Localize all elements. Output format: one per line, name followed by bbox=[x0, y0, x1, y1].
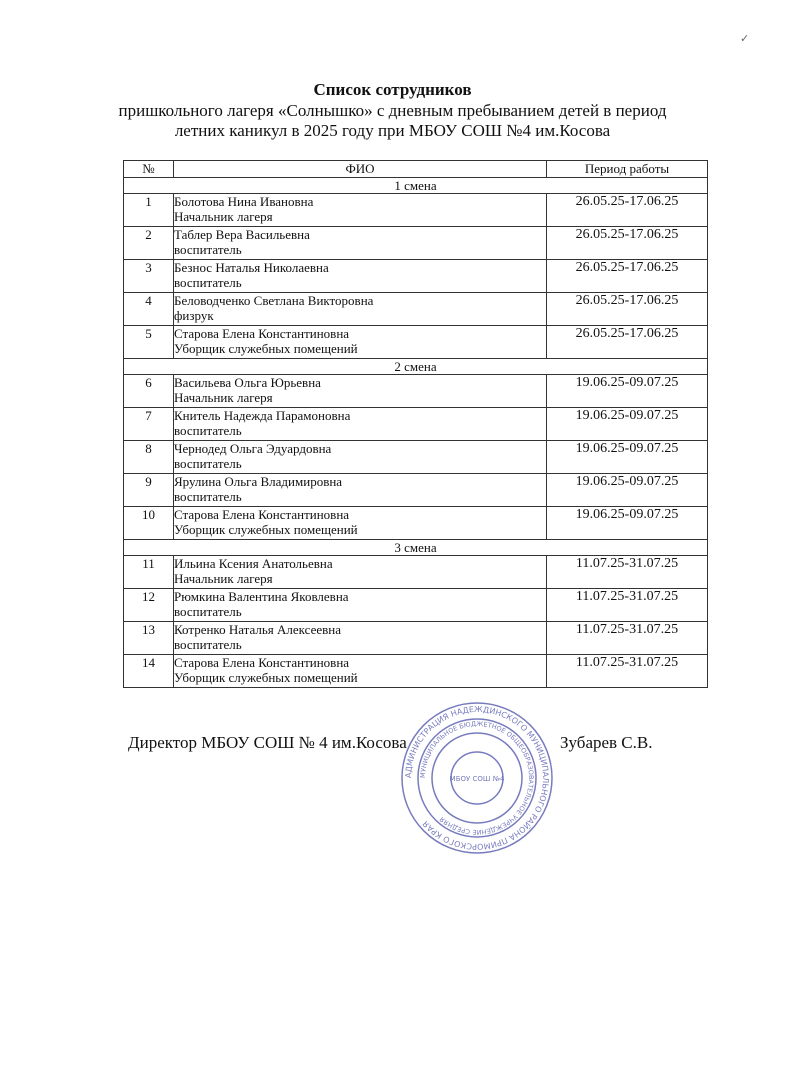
employee-role: Уборщик служебных помещений bbox=[174, 522, 358, 537]
employee-role: воспитатель bbox=[174, 489, 242, 504]
table-row bbox=[124, 326, 708, 359]
employee-cell bbox=[174, 474, 547, 507]
row-number: 11 bbox=[124, 556, 174, 589]
row-number: 7 bbox=[124, 408, 174, 441]
employee-cell bbox=[174, 441, 547, 474]
row-number: 8 bbox=[124, 441, 174, 474]
employee-name: Котренко Наталья Алексеевна bbox=[174, 622, 341, 637]
employee-name: Старова Елена Константиновна bbox=[174, 507, 350, 522]
svg-text:АДМИНИСТРАЦИЯ НАДЕЖДИНСКОГО МУ: АДМИНИСТРАЦИЯ НАДЕЖДИНСКОГО МУНИЦИПАЛЬНОГО РАЙОНА ПРИМОРСКОГО КРАЯ bbox=[403, 704, 551, 852]
work-period: 11.07.25-31.07.25 bbox=[547, 622, 708, 655]
employee-role: воспитатель bbox=[174, 275, 242, 290]
shift-row bbox=[124, 540, 708, 556]
employee-role: воспитатель bbox=[174, 423, 242, 438]
employee-cell bbox=[174, 589, 547, 622]
employee-role: Начальник лагеря bbox=[174, 209, 273, 224]
work-period: 19.06.25-09.07.25 bbox=[547, 507, 708, 540]
work-period: 19.06.25-09.07.25 bbox=[547, 408, 708, 441]
employee-role: Уборщик служебных помещений bbox=[174, 341, 358, 356]
work-period: 19.06.25-09.07.25 bbox=[547, 474, 708, 507]
table-row bbox=[124, 556, 708, 589]
employee-name: Чернодед Ольга Эдуардовна bbox=[174, 441, 332, 456]
document-subtitle-line-1: пришкольного лагеря «Солнышко» с дневным пребыванием детей в период bbox=[118, 101, 667, 120]
work-period: 26.05.25-17.06.25 bbox=[547, 194, 708, 227]
employee-name: Таблер Вера Васильевна bbox=[174, 227, 310, 242]
row-number: 9 bbox=[124, 474, 174, 507]
employee-role: Начальник лагеря bbox=[174, 390, 273, 405]
row-number: 3 bbox=[124, 260, 174, 293]
document-title: Список сотрудников bbox=[313, 80, 472, 99]
column-header-period: Период работы bbox=[547, 161, 708, 178]
row-number: 5 bbox=[124, 326, 174, 359]
work-period: 19.06.25-09.07.25 bbox=[547, 375, 708, 408]
employee-cell bbox=[174, 622, 547, 655]
employee-cell bbox=[174, 655, 547, 688]
director-name: Зубарев С.В. bbox=[560, 733, 653, 752]
row-number: 12 bbox=[124, 589, 174, 622]
table-row bbox=[124, 194, 708, 227]
employee-name: Ярулина Ольга Владимировна bbox=[174, 474, 343, 489]
employee-cell bbox=[174, 260, 547, 293]
row-number: 10 bbox=[124, 507, 174, 540]
work-period: 26.05.25-17.06.25 bbox=[547, 293, 708, 326]
staff-table bbox=[123, 160, 708, 688]
svg-text:МУНИЦИПАЛЬНОЕ БЮДЖЕТНОЕ ОБЩЕОБ: МУНИЦИПАЛЬНОЕ БЮДЖЕТНОЕ ОБЩЕОБРАЗОВАТЕЛЬНОЕ УЧРЕЖДЕНИЕ СРЕДНЯЯ bbox=[418, 719, 536, 837]
table-header-row bbox=[124, 161, 708, 178]
work-period: 26.05.25-17.06.25 bbox=[547, 326, 708, 359]
row-number: 1 bbox=[124, 194, 174, 227]
document-header bbox=[0, 80, 785, 140]
employee-cell bbox=[174, 326, 547, 359]
employee-role: Начальник лагеря bbox=[174, 571, 273, 586]
row-number: 14 bbox=[124, 655, 174, 688]
employee-role: воспитатель bbox=[174, 456, 242, 471]
employee-name: Старова Елена Константиновна bbox=[174, 326, 350, 341]
row-number: 6 bbox=[124, 375, 174, 408]
work-period: 26.05.25-17.06.25 bbox=[547, 260, 708, 293]
document-subtitle-line-2: летних каникул в 2025 году при МБОУ СОШ №4 им.Косова bbox=[174, 121, 611, 140]
employee-cell bbox=[174, 227, 547, 260]
employee-role: воспитатель bbox=[174, 242, 242, 257]
work-period: 11.07.25-31.07.25 bbox=[547, 589, 708, 622]
scan-mark: ✓ bbox=[740, 33, 750, 45]
work-period: 26.05.25-17.06.25 bbox=[547, 227, 708, 260]
employee-name: Старова Елена Константиновна bbox=[174, 655, 350, 670]
table-row bbox=[124, 260, 708, 293]
row-number: 4 bbox=[124, 293, 174, 326]
employee-name: Ильина Ксения Анатольевна bbox=[174, 556, 333, 571]
table-row bbox=[124, 227, 708, 260]
employee-cell bbox=[174, 507, 547, 540]
employee-role: воспитатель bbox=[174, 604, 242, 619]
shift-row bbox=[124, 359, 708, 375]
staff-table-body bbox=[124, 178, 708, 688]
column-header-number: № bbox=[124, 161, 174, 178]
work-period: 11.07.25-31.07.25 bbox=[547, 655, 708, 688]
shift-label: 3 смена bbox=[124, 540, 708, 556]
employee-cell bbox=[174, 375, 547, 408]
work-period: 11.07.25-31.07.25 bbox=[547, 556, 708, 589]
table-row bbox=[124, 655, 708, 688]
employee-cell bbox=[174, 194, 547, 227]
employee-name: Васильева Ольга Юрьевна bbox=[174, 375, 321, 390]
director-title: Директор МБОУ СОШ № 4 им.Косова bbox=[128, 733, 407, 752]
employee-cell bbox=[174, 293, 547, 326]
employee-cell bbox=[174, 556, 547, 589]
column-header-name: ФИО bbox=[174, 161, 547, 178]
employee-name: Безнос Наталья Николаевна bbox=[174, 260, 329, 275]
employee-role: воспитатель bbox=[174, 637, 242, 652]
table-row bbox=[124, 408, 708, 441]
shift-row bbox=[124, 178, 708, 194]
table-row bbox=[124, 293, 708, 326]
table-row bbox=[124, 474, 708, 507]
shift-label: 2 смена bbox=[124, 359, 708, 375]
table-row bbox=[124, 441, 708, 474]
row-number: 13 bbox=[124, 622, 174, 655]
employee-name: Рюмкина Валентина Яковлевна bbox=[174, 589, 349, 604]
employee-cell bbox=[174, 408, 547, 441]
employee-name: Книтель Надежда Парамоновна bbox=[174, 408, 351, 423]
table-row bbox=[124, 375, 708, 408]
table-row bbox=[124, 507, 708, 540]
official-stamp bbox=[399, 700, 555, 856]
employee-role: Уборщик служебных помещений bbox=[174, 670, 358, 685]
employee-name: Болотова Нина Ивановна bbox=[174, 194, 314, 209]
svg-text:МБОУ СОШ №4: МБОУ СОШ №4 bbox=[449, 775, 505, 783]
employee-name: Беловодченко Светлана Викторовна bbox=[174, 293, 374, 308]
table-row bbox=[124, 589, 708, 622]
work-period: 19.06.25-09.07.25 bbox=[547, 441, 708, 474]
shift-label: 1 смена bbox=[124, 178, 708, 194]
row-number: 2 bbox=[124, 227, 174, 260]
table-row bbox=[124, 622, 708, 655]
employee-role: физрук bbox=[174, 308, 214, 323]
